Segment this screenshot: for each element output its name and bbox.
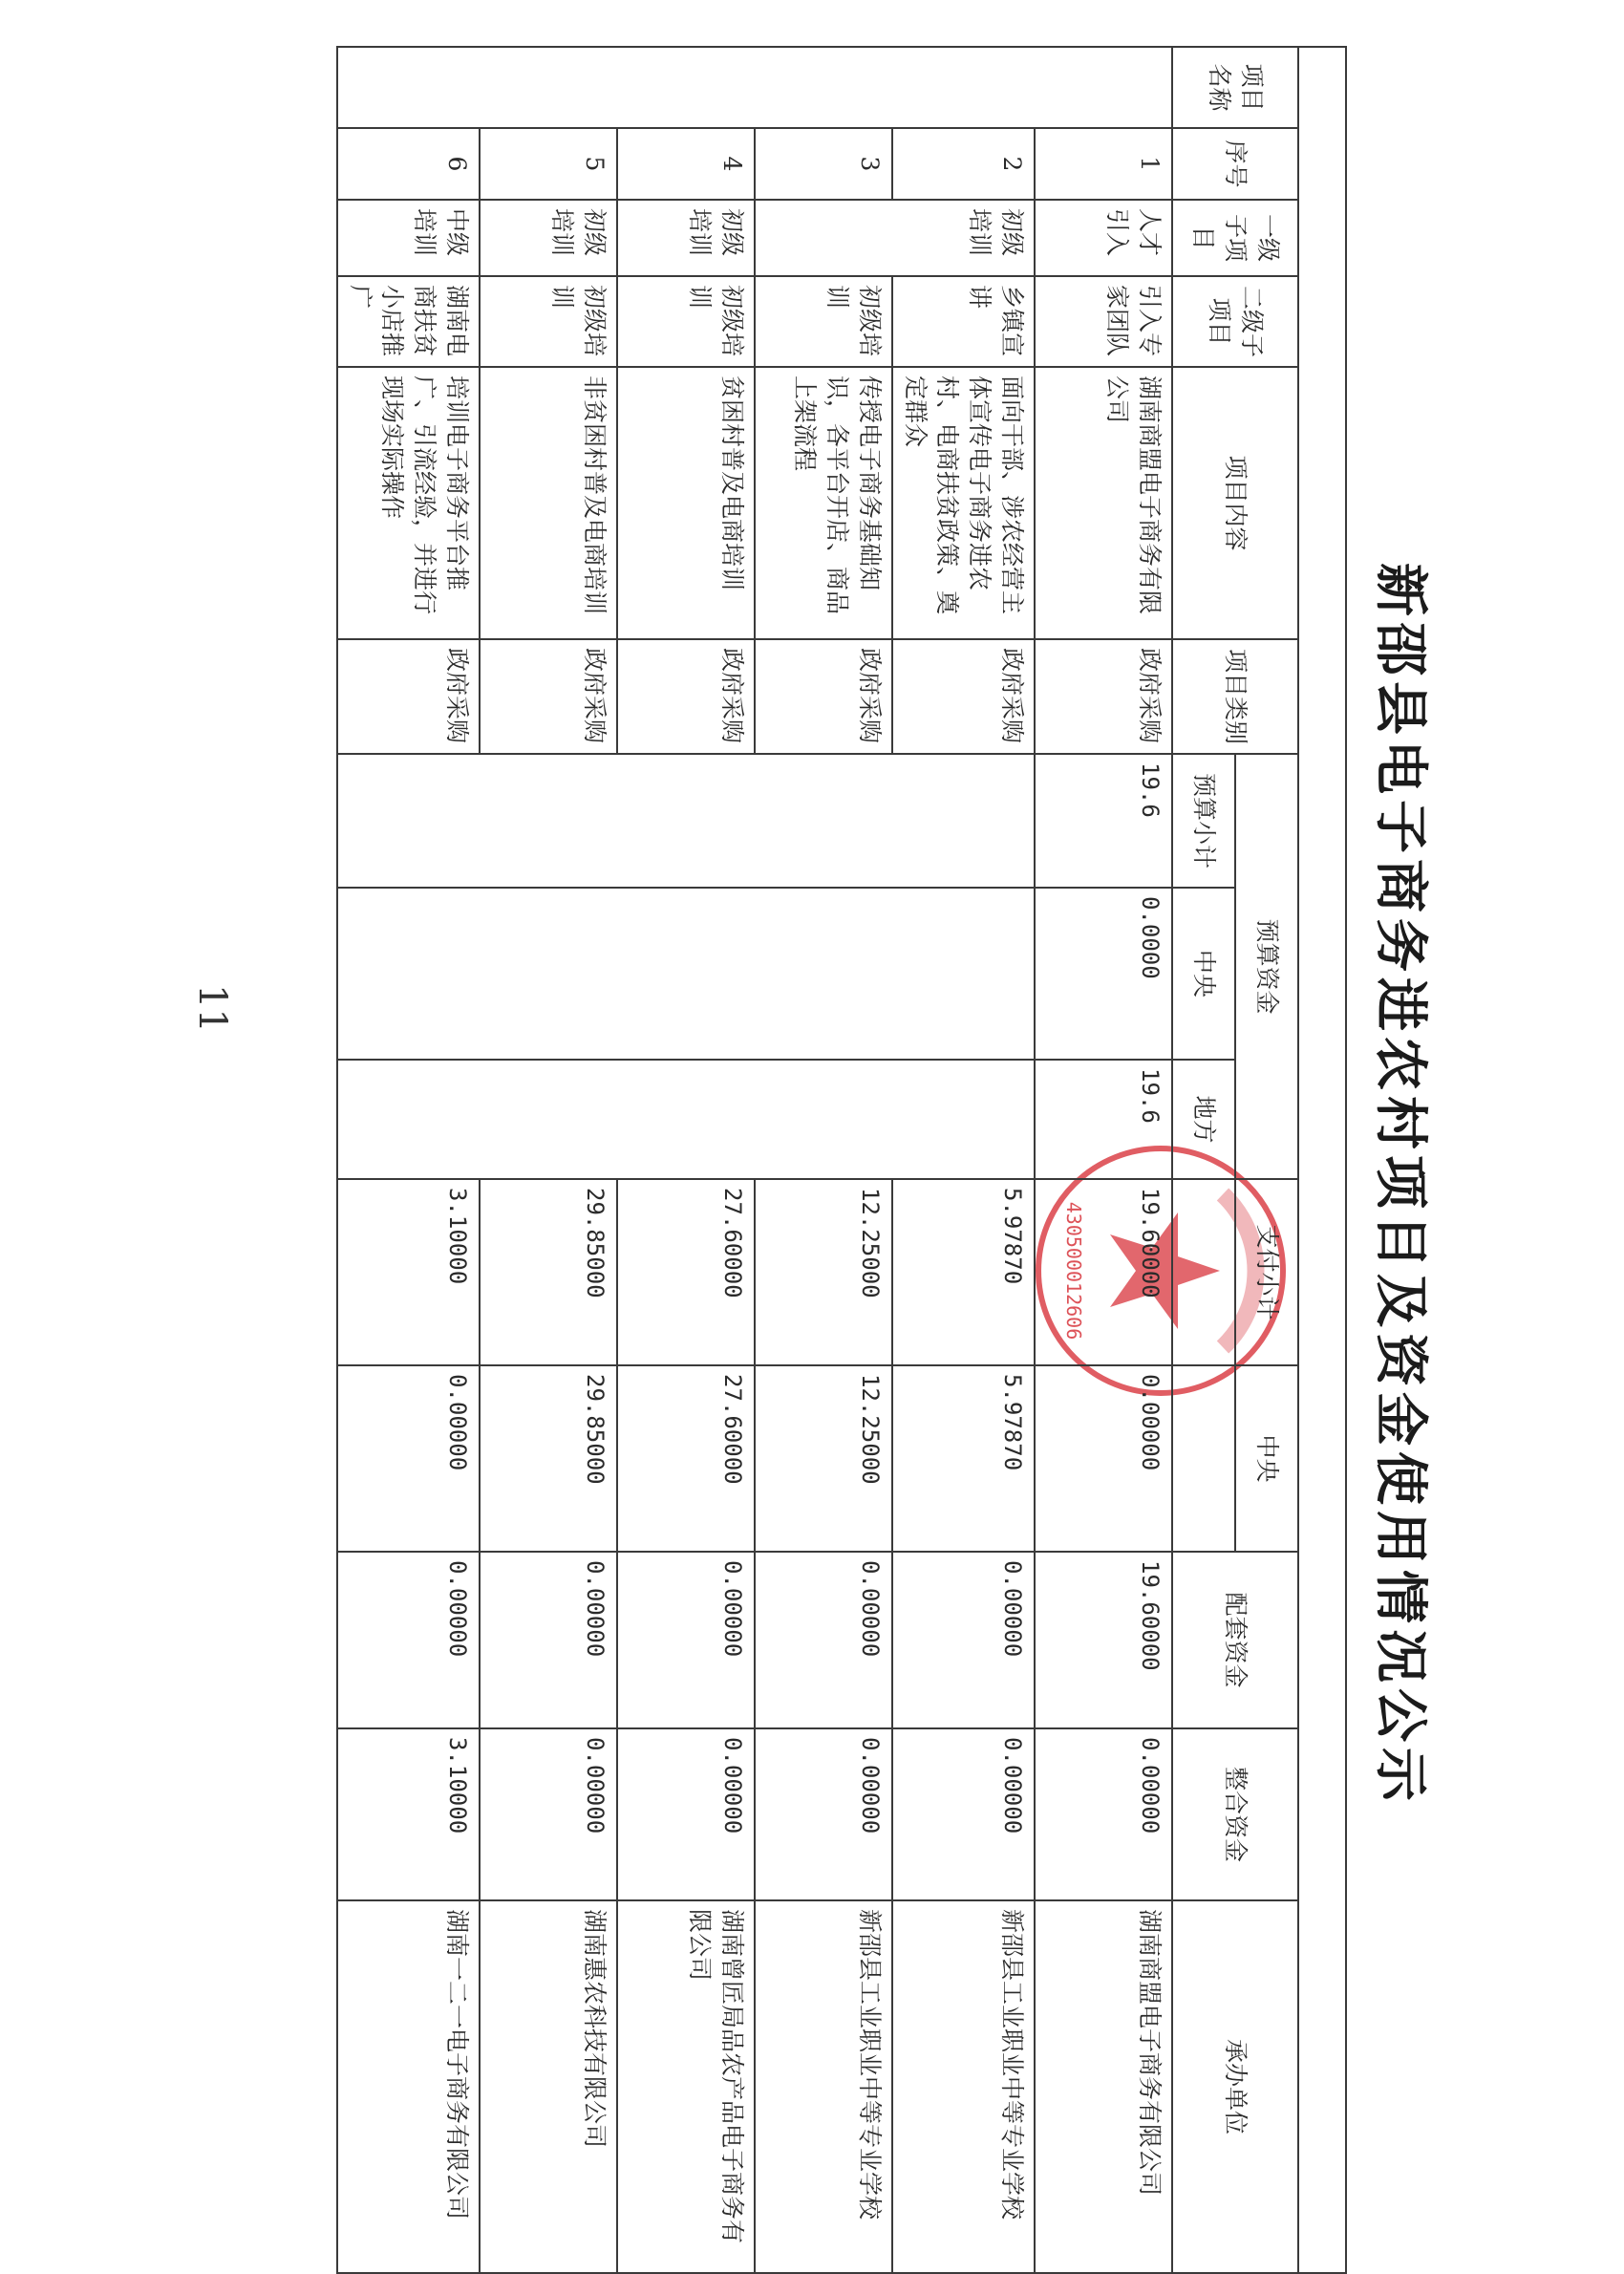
project-funds-table xyxy=(336,46,1347,2274)
row-content: 培训电子商务平台推广、引流经验，并进行现场实际操作 xyxy=(337,367,480,639)
header-local: 地方 xyxy=(1172,1060,1235,1179)
row-matching: 0.00000 xyxy=(892,1552,1035,1728)
row-level1: 初级培训 xyxy=(617,200,755,276)
row-category: 政府采购 xyxy=(1035,639,1172,754)
row-undertaker: 湖南一二一电子商务有限公司 xyxy=(337,1900,480,2273)
header-integrated: 整合资金 xyxy=(1172,1728,1298,1900)
row-expend-subtotal: 19.60000 xyxy=(1035,1179,1172,1365)
header-expend-blank-a xyxy=(1172,1179,1235,1365)
row-budget-local: 19.6 xyxy=(1035,1060,1172,1179)
row-serial: 3 xyxy=(755,128,892,200)
row-matching: 19.60000 xyxy=(1035,1552,1172,1728)
header-level2: 二级子项目 xyxy=(1172,276,1298,367)
row-serial: 4 xyxy=(617,128,755,200)
row-budget-local-blank xyxy=(337,1060,1035,1179)
row-expend-subtotal: 3.10000 xyxy=(337,1179,480,1365)
page-number: 11 xyxy=(190,984,234,1033)
row-undertaker: 湖南惠农科技有限公司 xyxy=(480,1900,617,2273)
row-expend-central: 29.85000 xyxy=(480,1365,617,1552)
row-integrated: 0.00000 xyxy=(1035,1728,1172,1900)
row-expend-subtotal: 5.97870 xyxy=(892,1179,1035,1365)
row-serial: 5 xyxy=(480,128,617,200)
header-central: 中央 xyxy=(1172,888,1235,1060)
header-project-name: 项目名称 xyxy=(1172,47,1298,128)
header-category: 项目类别 xyxy=(1172,639,1298,754)
page-title: 新邵县电子商务进农村项目及资金使用情况公示 xyxy=(1369,563,1432,1807)
row-undertaker: 新邵县工业职业中等专业学校 xyxy=(755,1900,892,2273)
row-matching: 0.00000 xyxy=(617,1552,755,1728)
table-row xyxy=(892,47,1035,2273)
header-expend-subtotal: 支付小计 xyxy=(1235,1179,1298,1365)
row-category: 政府采购 xyxy=(617,639,755,754)
header-undertaker: 承办单位 xyxy=(1172,1900,1298,2273)
header-matching: 配套资金 xyxy=(1172,1552,1298,1728)
row-budget-subtotal: 19.6 xyxy=(1035,754,1172,888)
row-level2: 初级培训 xyxy=(480,276,617,367)
row-content: 湖南商盟电子商务有限公司 xyxy=(1035,367,1172,639)
row-content: 非贫困村普及电商培训 xyxy=(480,367,617,639)
row-level2: 乡镇宣讲 xyxy=(892,276,1035,367)
header-serial: 序号 xyxy=(1172,128,1298,200)
table-row xyxy=(1035,47,1172,2273)
row-content: 传授电子商务基础知识，各平台开店、商品上架流程 xyxy=(755,367,892,639)
header-level1: 一级子项目 xyxy=(1172,200,1298,276)
row-expend-central: 27.60000 xyxy=(617,1365,755,1552)
header-budget-subtotal: 预算小计 xyxy=(1172,754,1235,888)
row-budget-subtotal-blank xyxy=(337,754,1035,888)
row-level2: 引入专家团队 xyxy=(1035,276,1172,367)
row-expend-subtotal: 12.25000 xyxy=(755,1179,892,1365)
row-expend-central: 5.97870 xyxy=(892,1365,1035,1552)
row-integrated: 0.00000 xyxy=(480,1728,617,1900)
row-serial: 6 xyxy=(337,128,480,200)
row-content: 贫困村普及电商培训 xyxy=(617,367,755,639)
header-content: 项目内容 xyxy=(1172,367,1298,639)
row-level1: 人才引入 xyxy=(1035,200,1172,276)
table-top-strip xyxy=(1298,47,1346,2273)
row-level2: 初级培训 xyxy=(617,276,755,367)
row-integrated: 3.10000 xyxy=(337,1728,480,1900)
row-matching: 0.00000 xyxy=(755,1552,892,1728)
row-category: 政府采购 xyxy=(892,639,1035,754)
row-undertaker: 湖南曾匠局品农产品电子商务有限公司 xyxy=(617,1900,755,2273)
row-expend-central: 0.00000 xyxy=(1035,1365,1172,1552)
row-category: 政府采购 xyxy=(755,639,892,754)
header-expend-blank-b xyxy=(1172,1365,1235,1552)
row-serial: 2 xyxy=(892,128,1035,200)
row-budget-central: 0.0000 xyxy=(1035,888,1172,1060)
row-matching: 0.00000 xyxy=(480,1552,617,1728)
row-level2: 湖南电商扶贫小店推广 xyxy=(337,276,480,367)
row-level2: 初级培训 xyxy=(755,276,892,367)
row-level1: 初级培训 xyxy=(755,200,1035,276)
header-budget-funds: 预算资金 xyxy=(1235,754,1298,1179)
row-level1: 中级培训 xyxy=(337,200,480,276)
row-expend-subtotal: 27.60000 xyxy=(617,1179,755,1365)
row-integrated: 0.00000 xyxy=(892,1728,1035,1900)
table-header-row xyxy=(1235,47,1298,2273)
row-category: 政府采购 xyxy=(480,639,617,754)
row-category: 政府采购 xyxy=(337,639,480,754)
row-content: 面向干部、涉农经营主体宣传电子商务进农村、电商扶贫政策、奠定群众 xyxy=(892,367,1035,639)
row-budget-central-blank xyxy=(337,888,1035,1060)
project-name-cell xyxy=(337,47,1172,128)
row-undertaker: 新邵县工业职业中等专业学校 xyxy=(892,1900,1035,2273)
seal-code: 430500012606 xyxy=(1062,1201,1085,1341)
row-matching: 0.00000 xyxy=(337,1552,480,1728)
row-level1: 初级培训 xyxy=(480,200,617,276)
row-expend-subtotal: 29.85000 xyxy=(480,1179,617,1365)
row-integrated: 0.00000 xyxy=(755,1728,892,1900)
row-expend-central: 0.00000 xyxy=(337,1365,480,1552)
row-undertaker: 湖南商盟电子商务有限公司 xyxy=(1035,1900,1172,2273)
row-serial: 1 xyxy=(1035,128,1172,200)
header-expend-central: 中央 xyxy=(1235,1365,1298,1552)
row-integrated: 0.00000 xyxy=(617,1728,755,1900)
row-expend-central: 12.25000 xyxy=(755,1365,892,1552)
